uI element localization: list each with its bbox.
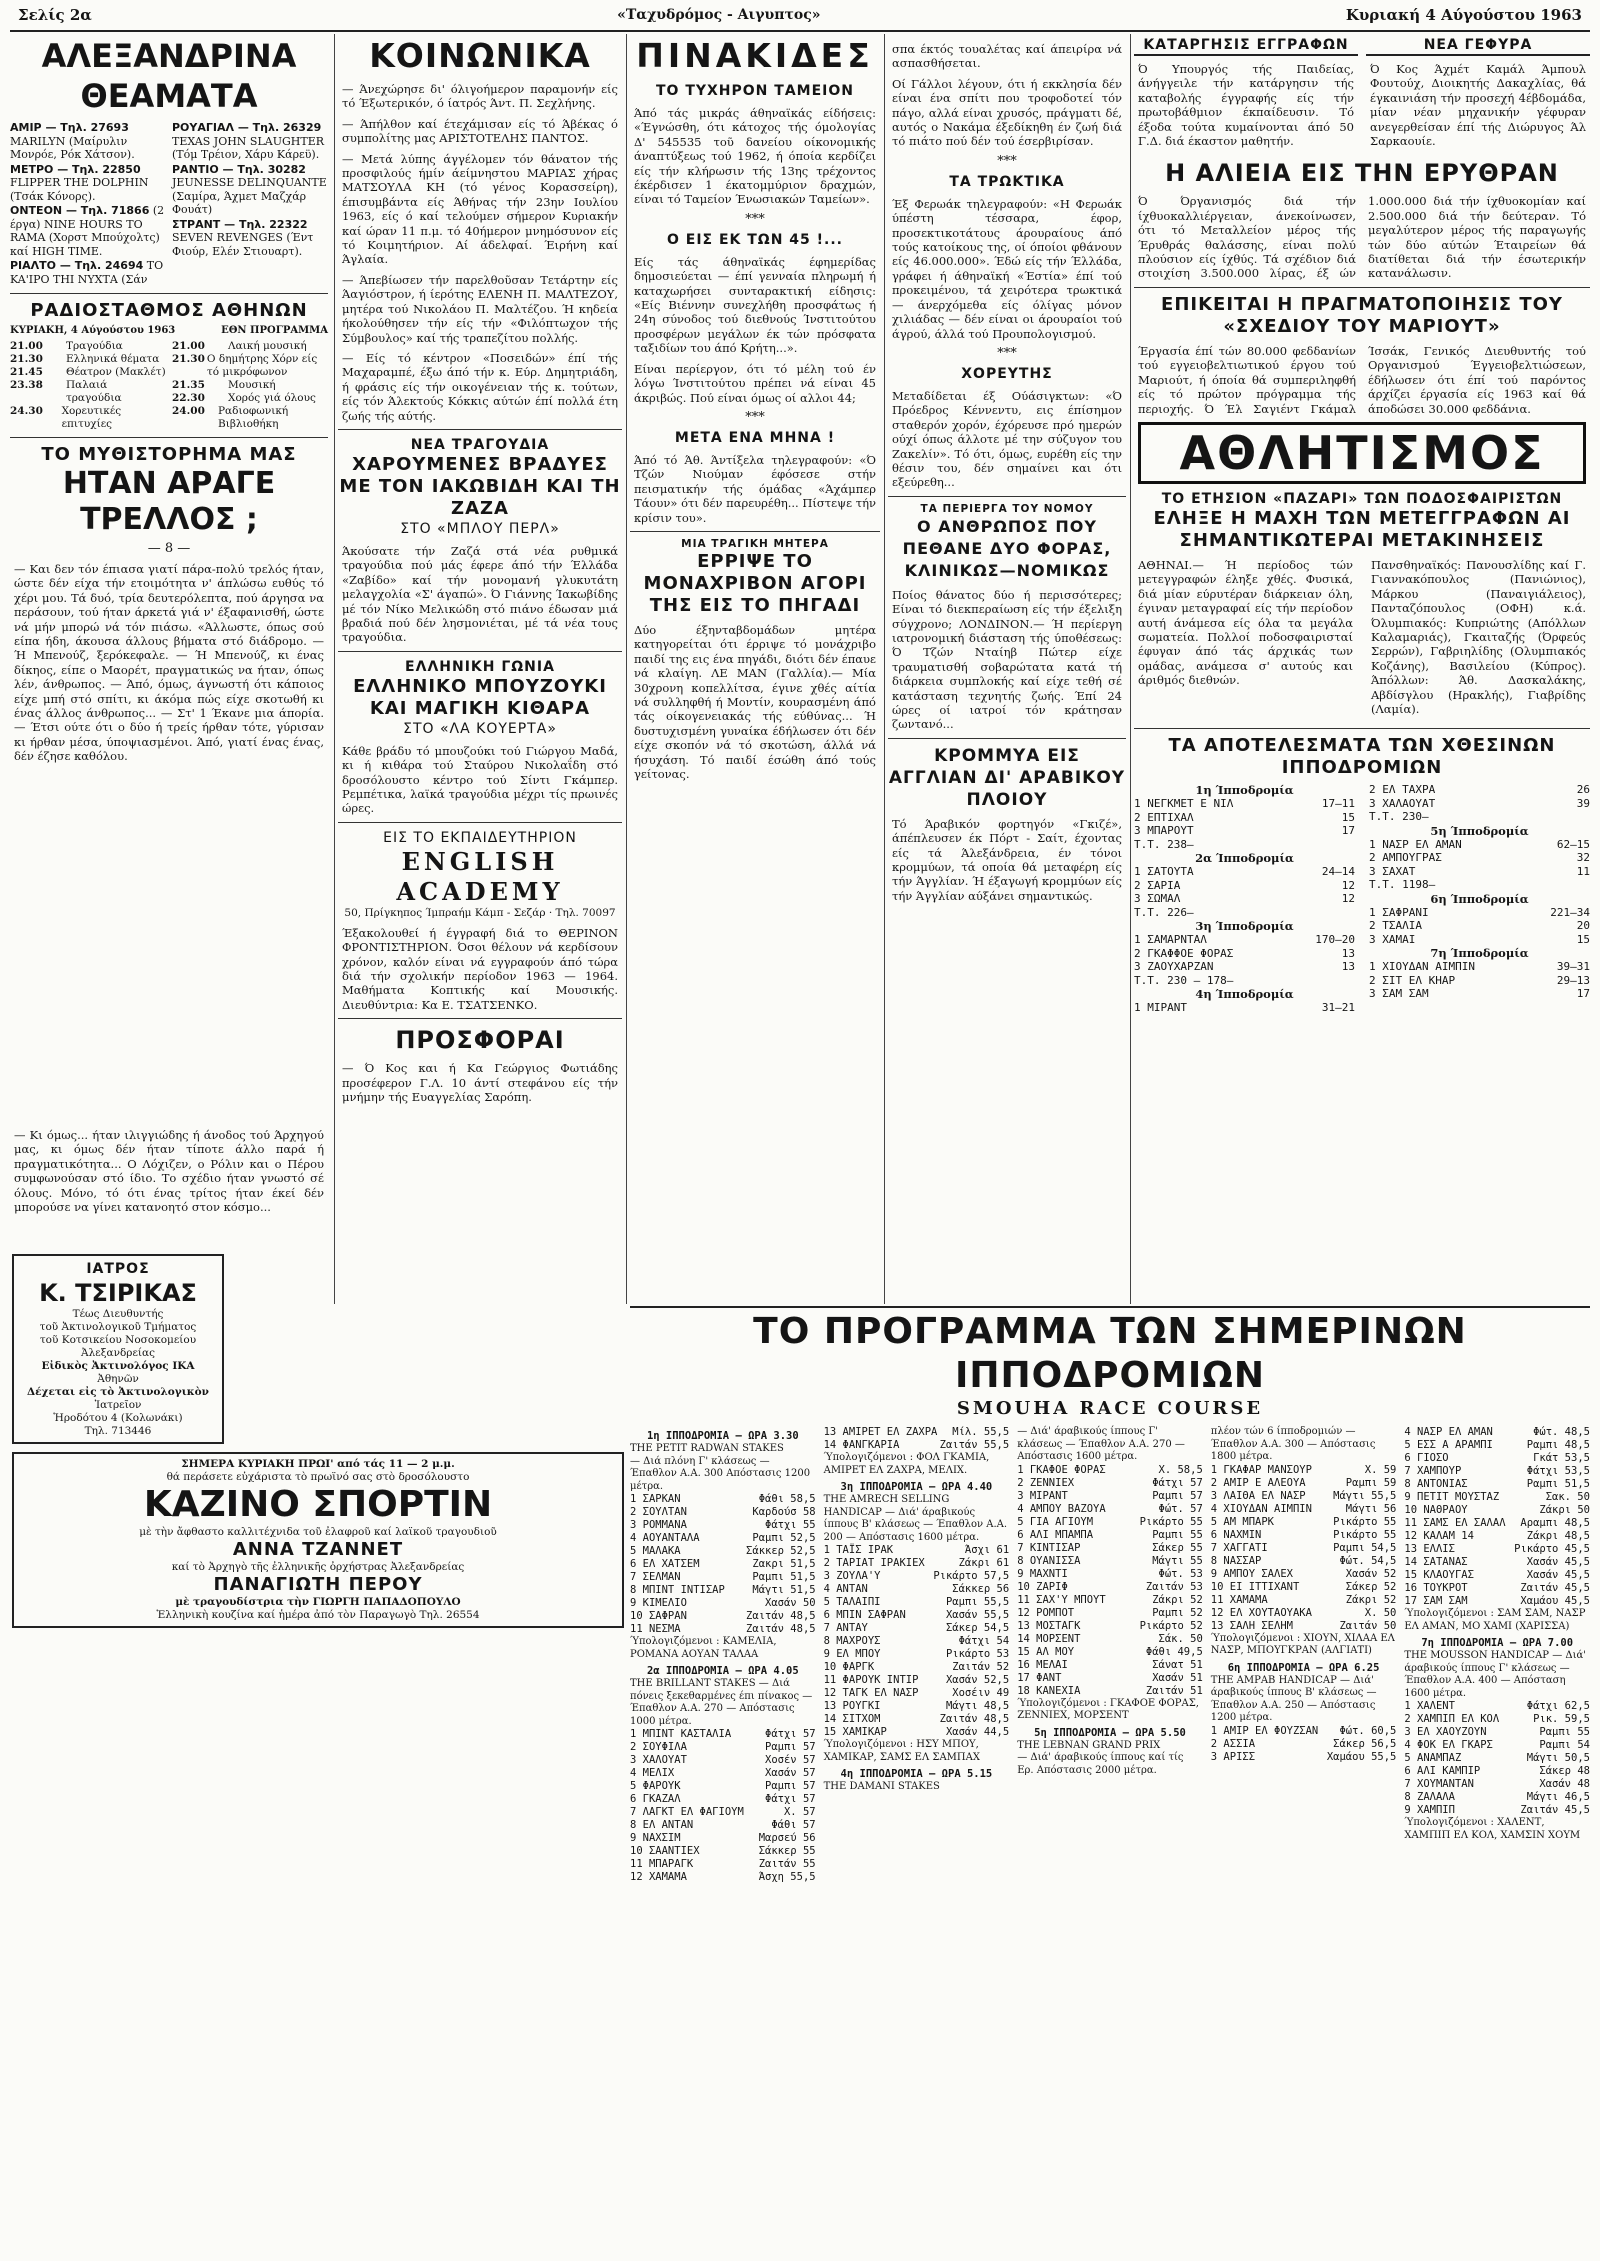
race-entry: 8 ΜΠΙΝΤ ΙΝΤΙΣΑΡ Μάγτι 51,5 <box>630 1584 816 1596</box>
race-entry: 11 ΣΑΜΣ ΕΛ ΣΑΛΑΛ Αραμπι 48,5 <box>1404 1517 1590 1529</box>
race-heading: 6η ΙΠΠΟΔΡΟΜΙΑ — ΩΡΑ 6.25 <box>1227 1661 1380 1674</box>
race-entry: Τ.Τ. 238— <box>1134 837 1194 851</box>
social-text: — Άπεβίωσεν τήν παρελθοῦσαν Τετάρτην είς Άαγιόστρον, ή ίερότης ΕΛΕΝΗ Π. ΜΑΛΤΕΖΟΥ, μητέρα τού Νικολάου Π. Μαλτέζου. Ή κηδεία ήκολούθησεν τήν είς τήν «Φιλόπτωχον τής Σύμβουλος» καί τής τραπεζίτου πολλής. <box>342 272 618 345</box>
race-entry: 8 ΕΛ ΑΝΤΑΝ Φάθι 57 <box>630 1819 816 1831</box>
race-entry: 2 ΣΟΥΦΙΛΑ Ραμπι 57 <box>630 1741 816 1753</box>
race-entry: 3 ΧΑΜΑΙ 15 <box>1369 932 1590 946</box>
race-entry: 11 ΧΑΜΑΜΑ Ζάκρι 52 <box>1210 1593 1397 1606</box>
doctor-line: Ἀλεξανδρείας <box>81 1347 155 1359</box>
race-entry: 6 ΑΛΙ ΚΑΜΠΙΡ Σάκερ 48 <box>1404 1765 1590 1777</box>
kazino-line: μὲ τραγουδίστρια τὴν ΓΙΩΡΓΗ ΠΑΠΑΔΟΠΟΥΛΟ <box>175 1596 461 1608</box>
race-entry: 3 ΣΩΜΑΛ 12 <box>1134 892 1355 906</box>
race-entry: 18 ΚΑΝΕΧΙΑ Ζαιτάν 51 <box>1017 1684 1203 1697</box>
race-entry: 4 ΑΝΤΑΝ Σάκκερ 56 <box>823 1583 1010 1595</box>
race-entry: 5 ΑΝΑΜΠΑΖ Μάγτι 50,5 <box>1404 1752 1590 1764</box>
race-entry: 11 ΜΠΑΡΑΓΚ Ζαιτάν 55 <box>630 1858 816 1870</box>
cinema-item: ΣΤΡΑΝΤ — Τηλ. 22322 SEVEN REVENGES (Έντ Φιούρ, Ελέν Στιουαρτ). <box>172 217 314 258</box>
social-text: — Μετά λύπης άγγέλομεν τόν θάνατον τής προσφιλούς ήμίν άείμνηστου ΜΑΡΙΑΣ χήρας ΜΑΤΣΟΥΛΑ ΚΗ (τό γένος Κορασσείρη), έπισυμβάντα είς Άθήνας τήν 23ην Ιουλίου 1963, είς ό καί τελούμεν σήμερον Κυριακήν καί ώραν 11 π.μ. τό 40ήμερον μνημόσυνον είς τό Κοιμητήριον. Αί άδελφαί. Έιρήνη καί Άγλαία. <box>342 151 618 267</box>
race-entry: 1 ΜΠΙΝΤ ΚΑΣΤΑΛΙΑ Φάτχι 57 <box>630 1728 816 1740</box>
race-entry: 1 ΣΑΜΑΡΝΤΑΛ 170—20 <box>1134 933 1355 947</box>
race-entry: 3 ΧΑΛΑΟΥΑΤ 39 <box>1369 796 1590 810</box>
sports-title: ΕΛΗΞΕ Η ΜΑΧΗ ΤΩΝ ΜΕΤΕΓΓΡΑΦΩΝ ΑΙ ΣΗΜΑΝΤΙΚΩΤΕΡΑΙ ΜΕΤΑΚΙΝΗΣΕΙΣ <box>1153 507 1571 551</box>
greek-title: ΕΛΛΗΝΙΚΟ ΜΠΟΥΖΟΥΚΙ ΚΑΙ ΜΑΓΙΚΗ ΚΙΘΑΡΑ <box>353 675 607 719</box>
col-divider <box>1130 34 1131 1304</box>
race-note: Ύπολογιζόμενοι : ΧΙΟΥΝ, ΧΙΛΑΑ ΕΛ ΝΑΣΡ, ΜΠΟΥΓΚΡΑΝ (ΑΛΓΙΑΤΙ) <box>1210 1632 1395 1656</box>
song-sub: ΣΤΟ «ΜΠΛΟΥ ΠΕΡΛ» <box>400 520 560 537</box>
column-notes <box>630 36 880 1304</box>
race-entry: 10 ΣΑΑΝΤΙΕΧ Σάκκερ 55 <box>630 1845 816 1857</box>
race-note: — Διά πλόνη Γ' κλάσεως — Έπαθλον Α.Α. 300 Απόστασις 1200 μέτρα. <box>630 1455 811 1492</box>
novel-text: — Και δεν τόν έπιασα γιατί πάρα-πολύ τρελός ήταν, ώστε δέν είχα τήν ετοιμότητα ν' άπλώσω ευθύς τό χέρι μου. Τά δυό, τρία δευτερόλεπτα, πού άργησα να περάσουν, τού ήταν άρκετά γιά ν' έξαφανισθή, ώστε νά μήν μπορώ νά τόν πιάσω. «Άλλωστε, όπως σού είπα ήδη, άκουσα άλλους βήματα στό διάδρομο. — Ή Μπενούζ, ξερόκεφαλε. — Ή Μπενούζ, κι ένας δίκηος, είπε ο Μαορέτ, πραγματικώς να ήταν, όπως λέν, άνθρωπος. — Άπό, όμως, άγνωστή ότι κάποιος είχε μπή στό σπίτι, κι άκόμα πώς είχε σκοτωθή κι ένας άλλος άνθρωπος... — Στ' 1 Έκανε μια άπορία. — Έτσι ούτε ότι ο δύο ή τρείς ήρθαν τότε, γύρισαν κι ήρθαν μέσα, ύποψιασμένοι. Άπό, γιατί ένας ένας, δέν έζησε καθόλου. <box>14 562 324 764</box>
race-entry: 3 ΜΠΑΡΟΥΤ 17 <box>1134 824 1355 838</box>
greek-sub: ΣΤΟ «ΛΑ ΚΟΥΕΡΤΑ» <box>403 720 557 737</box>
english-name: ENGLISH ACADEMY <box>396 846 564 906</box>
race-heading: 2α ΙΠΠΟΔΡΟΜΙΑ — ΩΡΑ 4.05 <box>646 1665 799 1677</box>
race-entry: 14 ΣΙΤΧΟΜ Ζαιτάν 48,5 <box>823 1713 1010 1725</box>
col-divider <box>626 34 627 1304</box>
kazino-line: ΣΗΜΕΡΑ ΚΥΡΙΑΚΗ ΠΡΩΙ' από τάς 11 — 2 μ.μ. <box>181 1458 455 1470</box>
race-entry: 17 ΦΑΝΤ Χασάν 51 <box>1017 1671 1203 1684</box>
race-entry: 14 ΜΟΡΣΕΝΤ Σάκ. 50 <box>1017 1632 1203 1645</box>
race-entry: 15 ΧΑΜΙΚΑΡ Χασάν 44,5 <box>823 1726 1010 1738</box>
greek-text: Κάθε βράδυ τό μπουζούκι τού Γιώργου Μαδά, κι ή κιθάρα τού Σταύρου Νικολαΐδη στό δροσόλουστο κέντρο τού Σίντι Γκάμπερ. Ρεμπέτικα, λαϊκά τραγούδια μέχρι τίς πρωινές ώρες. <box>342 743 618 816</box>
column-social <box>338 36 622 1304</box>
race-note: πλέον τών 6 ίπποδρομιών — Έπαθλον Α.Α. 300 — Απόστασις 1800 μέτρα. <box>1210 1426 1376 1462</box>
mariout-text: Έργασία έπί τών 80.000 φεδδανίων τού εγγειοβελτιωτικού έργου τού Μαριούτ, ή όποία θά συμπεριληφθή είς τό πρώτον πρόγραμμα τής περιοχής. Ό Έλ Σαγιέντ Γκάμαλ Ίσσάκ, Γενικός Διευθυντής τού Οργανισμού Έγγειοβελτιώσεων, έδήλωσεν ότι έπί τού παρόντος άρχίζει έργασία είς 1963 καί θά άποδώσει 30.000 φεδδάνια. <box>1138 343 1586 416</box>
race-entry: 7 ΑΝΤΑΥ Σάκερ 54,5 <box>823 1622 1010 1634</box>
sports-body <box>1134 552 1590 722</box>
race-program <box>630 1310 1590 2250</box>
race-entry: 10 ΖΑΡΙΦ Ζαιτάν 53 <box>1017 1580 1203 1593</box>
race-entry: Τ.Τ. 226— <box>1134 905 1194 919</box>
race-heading: 5η Ίπποδρομία <box>1430 823 1529 838</box>
race-entry: 3 ΛΑΙΘΑ ΕΛ ΝΑΣΡ Μάγτι 55,5 <box>1210 1489 1397 1502</box>
cinema-listings <box>10 120 328 287</box>
race-entry: 3 ΡΟΜΜΑΝΑ Φάτχι 55 <box>630 1519 816 1531</box>
radio-row: 21.00 Τραγούδια <box>10 340 123 352</box>
race-entry: 1 ΣΑΤΟΥΤΑ 24—14 <box>1134 865 1355 879</box>
novel-kicker: ΤΟ ΜΥΘΙΣΤΟΡΗΜΑ ΜΑΣ <box>41 444 297 465</box>
race-entry: 13 ΡΟΥΓΚΙ Μάγτι 48,5 <box>823 1700 1010 1712</box>
cinema-item: ΟΝΤΕΟΝ — Τηλ. 71866 (2 έργα) NINE HOURS TO RAMA (Χορστ Μπούχολτς) καί HIGH TIME. <box>10 204 165 258</box>
race-entry: 11 ΣΑΧ'Υ ΜΠΟΥΤ Ζάκρι 52 <box>1017 1593 1203 1606</box>
race-entry: 1 ΓΚΑΦΑΡ ΜΑΝΣΟΥΡ Χ. 59 <box>1210 1463 1397 1476</box>
race-entry: 6 ΜΠΙΝ ΣΑΦΡΑΝ Χασάν 55,5 <box>823 1609 1010 1621</box>
race-heading: 4η ΙΠΠΟΔΡΟΜΙΑ — ΩΡΑ 5.15 <box>840 1768 993 1780</box>
race-entry: 3 ΣΑΜ ΣΑΜ 17 <box>1369 987 1590 1001</box>
program-col <box>1404 1426 1590 1884</box>
race-entry: 1 ΝΕΓΚΜΕΤ Ε ΝΙΛ 17—11 <box>1134 797 1355 811</box>
song-text: Άκούσατε τήν Ζαζά στά νέα ρυθμικά τραγούδια πού μάς έφερε άπό τήν Έλλάδα «Ζαβίδο» καί τήν μονομανή γλυκυτάτη μελαγχολία «Σ' άγαπώ». Ό Γιάννης Ίακωβίδης μέ τόν Νίκο Μελικώδη στό πιάνο έδωσαν μιά βραδιά πού δέν λησμονιέται, μέ τά νέα τους τραγούδια. <box>342 543 618 645</box>
fishing-title: Η ΑΛΙΕΙΑ ΕΙΣ ΤΗΝ ΕΡΥΘΡΑΝ <box>1165 159 1559 188</box>
program-col <box>824 1426 1010 1884</box>
race-entry: 2 ΕΛ ΤΑΧΡΑ 26 <box>1369 783 1590 797</box>
race-note: Ύπολογιζόμενοι : ΣΑΜ ΣΑΜ, ΝΑΣΡ ΕΛ ΑΜΑΝ, ΜΟ ΧΑΜΙ (ΧΑΡΙΣΣΑ) <box>1404 1608 1586 1632</box>
race-entry: 5 ΓΙΑ ΑΓΙΟΥΜ Ρικάρτο 55 <box>1017 1515 1203 1528</box>
race-entry: 2 ΤΑΡΙΑΤ ΙΡΑΚΙΕΧ Ζάκρι 61 <box>823 1557 1010 1569</box>
paper-name: «Ταχυδρόμος - Αιγυπτος» <box>617 7 821 23</box>
kazino-line: μὲ τὴν ἄφθαστο καλλιτέχνιδα τοῦ ἐλαφροῦ καί λαϊκοῦ τραγουδιοῦ <box>139 1526 497 1538</box>
kazino-line: θά περάσετε εὐχάριστα τὸ πρωϊνό σας στὸ δροσόλουστο <box>166 1471 470 1483</box>
english-text: Έξακολουθεί ή έγγραφή διά το ΘΕΡΙΝΟΝ ΦΡΟΝΤΙΣΤΗΡΙΟΝ. Όσοι θέλουν νά κερδίσουν χρόνον, καλόν είναι νά εγγραφούν άπό τώρα διά τήν σχολικήν περίοδον 1963 — 1964. Μαθήματα Κοπτικής καί Μουσικής. Διευθύντρια: Κα Ε. ΤΣΑΤΣΕΝΚΟ. <box>342 925 618 1012</box>
kazino-line: καί τὸ Ἀρχηγὸ τῆς ἐλληνικῆς ὀρχήστρας Ἀλεξανδρείας <box>171 1561 465 1573</box>
sports-banner: ΑΘΛΗΤΙΣΜΟΣ <box>1138 422 1586 484</box>
race-entry: 1 ΣΑΦΡΑΝΙ 221—34 <box>1369 905 1590 919</box>
race-entry: 12 ΤΑΓΚ ΕΛ ΝΑΣΡ Χοσέιν 49 <box>823 1687 1010 1699</box>
doctor-line: Τηλ. 713446 <box>84 1425 152 1437</box>
race-entry: 9 ΧΑΜΠΙΠ Ζαιτάν 45,5 <box>1404 1804 1590 1816</box>
race-entry: 2 ΓΚΑΦΦΟΕ ΦΟΡΑΣ 13 <box>1134 946 1355 960</box>
notes-heading: ΧΟΡΕΥΤΗΣ <box>961 365 1053 382</box>
column-notes-cont <box>888 36 1126 1304</box>
cinema-item: ΡΑΝΤΙΟ — Τηλ. 30282 JEUNESSE DELINQUANTE (Σαμίρα, Άχμετ Μαζχάρ Φουάτ) <box>172 162 327 216</box>
race-note: THE PETIT RADWAN STAKES <box>630 1443 784 1454</box>
notes-text: Οί Γάλλοι λέγουν, ότι ή εκκλησία δέν είναι ένα σπίτι που τροφοδοτεί τόν πάγο, αλλά είναι χρυσός, πράγματι δέ, αυτός ο Νακάμα έξεδίκηθη έν ζωή διά τό πιάτο πού δέν τού έσερβιρίσαν. <box>892 76 1122 149</box>
cinema-list-right <box>172 120 328 287</box>
race-heading: 7η Ίπποδρομία <box>1430 946 1529 961</box>
doctor-line: Ἡροδότου 4 (Κολωνάκι) <box>53 1412 183 1424</box>
program-rule <box>630 1306 1590 1308</box>
race-heading: 2α Ίπποδρομία <box>1195 851 1294 866</box>
race-entry: 7 ΧΟΥΜΑΝΤΑΝ Χασάν 48 <box>1404 1778 1590 1790</box>
race-entry: 9 ΠΕΤΙΤ ΜΟΥΣΤΑΖ Σακ. 50 <box>1404 1491 1590 1503</box>
race-entry: 4 ΦΟΚ ΕΛ ΓΚΑΡΣ Ραμπι 54 <box>1404 1739 1590 1751</box>
race-note: Ύπολογιζόμενοι : ΦΟΛ ΓΚΑΜΙΑ, ΑΜΙΡΕΤ ΕΛ ΖΑΧΡΑ, ΜΕΛΙΧ. <box>823 1452 990 1476</box>
race-entry: 4 ΝΑΣΡ ΕΛ ΑΜΑΝ Φώτ. 48,5 <box>1404 1426 1590 1438</box>
race-entry: 6 ΝΑΧΜΙΝ Ρικάρτο 55 <box>1210 1528 1397 1541</box>
english-address: 50, Πρίγκηπος Ίμπραήμ Κάμπ - Σεζάρ · Τηλ. 70097 <box>344 906 616 919</box>
race-note: THE ΑΜΡΑΒ HANDICAP — Διά' άραβικούς ίππους Β' κλάσεως — Έπαθλον Α.Α. 250 — Απόστασις 1200 μέτρα. <box>1210 1674 1377 1723</box>
race-entry: 14 ΦΑΝΓΚΑΡΙΑ Ζαιτάν 55,5 <box>823 1439 1010 1451</box>
race-entry: Τ.Τ. 230— <box>1369 810 1429 824</box>
race-entry: 8 ΝΑΣΣΑΡ Φώτ. 54,5 <box>1210 1554 1397 1567</box>
radio-row: 22.30 Χορός γιά όλους <box>172 392 316 404</box>
col-divider <box>884 34 885 1304</box>
doctor-line: τοῦ Κοτσικείου Νοσοκομείου <box>39 1334 197 1346</box>
race-entry: 3 ΖΟΥΛΑ'Υ Ρικάρτο 57,5 <box>823 1570 1010 1582</box>
race-note: THE BRILLANT STAKES — Διά πόνεις ξεκεθαρμένες έπι πίνακος — Έπαθλον Α.Α. 270 — Απόστασις 1000 μέτρα. <box>630 1678 813 1727</box>
doctor-line: τοῦ Ἀκτινολογικοῦ Τμήματος <box>39 1321 197 1333</box>
novel-part: — 8 — <box>147 541 191 556</box>
race-entry: 7 ΧΑΓΓΑΤΙ Ραμπι 54,5 <box>1210 1541 1397 1554</box>
race-entry: 7 ΛΑΓΚΤ ΕΛ ΦΑΓΙΟΥΜ Χ. 57 <box>630 1806 816 1818</box>
novel-text-cont: — Κι όμως... ήταν ιλιγγιώδης ή άνοδος τού Άρχηγού μας, κι όμως δέν ήταν τίποτε άλλο παρά ή πραγματικότητα... Ο Λόχιζεν, ο Ρόλιν και ο Πέρου συμφωνούσαν στό ίδιο. Το σχέδιο ήταν γνωστό σέ όλους. Μόνο, τό ότι ένας τρίτος ήταν έκεί δέν μπορούσε να γίνει κατανοητό στον κόσμο... <box>14 1128 324 1215</box>
notes-title: ΠΙΝΑΚΙΔΕΣ <box>636 36 874 75</box>
news-bridge <box>1366 36 1590 154</box>
notes-heading: ΤΑ ΤΡΩΚΤΙΚΑ <box>949 173 1065 190</box>
race-entry: 1 ΜΙΡΑΝΤ 31—21 <box>1134 1001 1355 1015</box>
race-entry: 3 ΧΑΛΟΥΑΤ Χοσέν 57 <box>630 1754 816 1766</box>
race-entry: 14 ΣΑΤΑΝΑΣ Χασάν 45,5 <box>1404 1556 1590 1568</box>
notes-text: Άπό τάς μικράς άθηναϊκάς είδήσεις: «Έγνώσθη, ότι κάτοχος τής όμολογίας Δ' 545535 τοῦ δανείου οίκονομικής άναπτύξεως τού 1962, ή όποία κερδίζει είς τήν κλήρωσιν τής 13ης τρέχοντος έκέρδισεν 1 έκατομμύριον δραχμών, είναι τό Ταμείον Ένωσιακών Ταμείων». <box>634 106 876 207</box>
doctor-line: Ἀθηνῶν <box>97 1373 139 1385</box>
race-entry: 2 ΣΑΡΙΑ 12 <box>1134 878 1355 892</box>
race-entry: 3 ΑΡΙΣΣ Χαμάου 55,5 <box>1210 1750 1397 1763</box>
race-entry: 8 ΖΑΛΑΛΑ Μάγτι 46,5 <box>1404 1791 1590 1803</box>
law-text: Ποίος θάνατος δύο ή περισσότερες; Είναι τό διεκπεραίωση είς τήν έξελιξη σύγχρονο; ΛΟΝΔΙΝΟΝ.— Ή περίεργη ιατρονομική διάσταση τής ύποθέσεως: Ό Τζών Νταίηβ Πώτερ είχε τραυματισθή σοβαρώτατα κατά τή διάρκεια συμπλοκής καί είχε τεθή σέ κατάσταση τεχνητής ζωής. Έπί 24 ώρες οί ιατροί τόν κράτησαν ζωντανό... <box>892 587 1122 732</box>
onions-title: ΚΡΟΜΜΥΑ ΕΙΣ ΑΓΓΛΙΑΝ ΔΙ' ΑΡΑΒΙΚΟΥ ΠΛΟΙΟΥ <box>888 745 1126 810</box>
race-entry: 12 ΚΑΛΑΜ 14 Ζάκρι 48,5 <box>1404 1530 1590 1542</box>
race-heading: 3η Ίπποδρομία <box>1195 919 1294 934</box>
doctor-name: Κ. ΤΣΙΡΙΚΑΣ <box>39 1279 197 1307</box>
race-entry: 11 ΦΑΡΟΥΚ ΙΝΤΙΡ Χασάν 52,5 <box>823 1674 1010 1686</box>
race-entry: 16 ΜΕΛΑΙ Σάνατ 51 <box>1017 1658 1203 1671</box>
race-note: THE DAMANI STAKES <box>823 1781 940 1792</box>
race-entry: 3 ΜΙΡΑΝΤ Ραμπι 57 <box>1017 1489 1203 1502</box>
race-entry: 7 ΧΑΜΠΟΥΡ Φάτχι 53,5 <box>1404 1465 1590 1477</box>
race-entry: 10 ΦΑΡΓΚ Ζαιτάν 52 <box>823 1661 1010 1673</box>
race-entry: 1 ΣΑΡΚΑΝ Φάθι 58,5 <box>630 1493 816 1505</box>
radio-row: 21.35 Μουσική <box>172 379 276 391</box>
race-entry: 2 ΧΑΜΠΙΠ ΕΛ ΚΟΛ Ρικ. 59,5 <box>1404 1713 1590 1725</box>
social-text: — Είς τό κέντρον «Ποσειδών» έπί τής Μαχαραμπέ, έξω άπό τήν κ. Εύρ. Δημητριάδη, ή φράσις είς τήν οικογένειαν τής κ. τούτων, είς τόν Άλεκτούς Κόκκις αύτών έπί πολλά έτη ζωής τής αύτής. <box>342 350 618 423</box>
race-entry: 9 ΕΛ ΜΠΟΥ Ρικάρτο 53 <box>823 1648 1010 1660</box>
race-entry: 16 ΤΟΥΚΡΟΤ Ζαιτάν 45,5 <box>1404 1582 1590 1594</box>
radio-subheader: ΚΥΡΙΑΚΗ, 4 Αύγούστου 1963 ΕΘΝ ΠΡΟΓΡΑΜΜΑ <box>10 325 328 336</box>
race-entry: 4 ΑΜΠΟΥ ΒΑΖΟΥΑ Φώτ. 57 <box>1017 1502 1203 1515</box>
race-note: — Διά' άραβικούς ίππους Γ' κλάσεως — Έπαθλον Α.Α. 270 — Απόστασις 1600 μέτρα. <box>1017 1426 1185 1462</box>
notes-heading: ΜΕΤΑ ΕΝΑ ΜΗΝΑ ! <box>674 429 836 446</box>
social-title: ΚΟΙΝΩΝΙΚΑ <box>369 36 591 75</box>
race-entry: 4 ΧΙΟΥΔΑΝ ΑΙΜΠΙΝ Μάγτι 56 <box>1210 1502 1397 1515</box>
cinema-item: ΑΜΙΡ — Τηλ. 27693 MARILYN (Μαίρυλιν Μονρόε, Ρόκ Χάτσον). <box>10 121 135 161</box>
race-entry: 2 ΣΙΤ ΕΛ ΚΗΑΡ 29—13 <box>1369 973 1590 987</box>
race-entry: 4 ΑΟΥΑΝΤΑΛΑ Ραμπι 52,5 <box>630 1532 816 1544</box>
radio-row: 21.45 Θέατρον (Μακλέτ) <box>10 366 166 378</box>
race-entry: 15 ΚΛΑΟΥΓΑΣ Χασάν 45,5 <box>1404 1569 1590 1581</box>
race-entry: 9 ΚΙΜΕΛΙΟ Χασάν 50 <box>630 1597 816 1609</box>
race-heading: 6η Ίπποδρομία <box>1430 891 1529 906</box>
race-entry: 13 ΕΛΛΙΣ Ρικάρτο 45,5 <box>1404 1543 1590 1555</box>
social-text: — Άπήλθον καί έτεχάμισαν είς τό Άβέκας ό συμπολίτης μας ΑΡΙΣΤΟΤΕΛΗΣ ΠΑΝΤΟΣ. <box>342 116 618 146</box>
program-col <box>630 1426 816 1884</box>
race-entry: 2 ΑΜΙΡ Ε ΑΛΕΟΥΑ Ραμπι 59 <box>1210 1476 1397 1489</box>
race-entry: 7 ΚΙΝΤΙΣΑΡ Σάκερ 55 <box>1017 1541 1203 1554</box>
program-title: ΤΟ ΠΡΟΓΡΑΜΜΑ ΤΩΝ ΣΗΜΕΡΙΝΩΝ ΙΠΠΟΔΡΟΜΙΩΝ <box>753 1311 1467 1396</box>
notes-text: Μεταδίδεται έξ Ούάσιγκτων: «Ό Πρόεδρος Κέννεντυ, εις έπίσημον σταθερόν χορόν, έχόρευσε πρό ημερών ούχί όπως άλλοτε μέ την σύζυγον του Ζακελίν». Τό ότι, όμως, ευρέθη είς την θέσιν του, δέν σημαίνει και ότι εξεύρεθη... <box>892 388 1122 490</box>
race-entry: 13 ΣΑΛΗ ΣΕΛΗΜ Ζαιτάν 50 <box>1210 1619 1397 1632</box>
race-entry: 12 ΧΑΜΑΜΑ Άσχη 55,5 <box>630 1871 816 1883</box>
kazino-line: Ἑλληνικὴ κουζίνα καί ἡμέρα ἀπό τὸν Παραγωγὸ Τηλ. 26554 <box>156 1609 480 1621</box>
race-entry: 1 ΑΜΙΡ ΕΛ ΦΟΥΖΣΑΝ Φώτ. 60,5 <box>1210 1724 1397 1737</box>
race-entry: 6 ΓΙΟΣΟ Γκάτ 53,5 <box>1404 1452 1590 1464</box>
race-note: Ύπολογιζόμενοι : ΓΚΑΦΟΕ ΦΟΡΑΣ, ΖΕΝΝΙΕΧ, ΜΟΡΣΕΝΤ <box>1017 1697 1199 1721</box>
race-note: Ύπολογιζόμενοι : ΗΣΥ ΜΠΟΥ, ΧΑΜΙΚΑΡ, ΣΑΜΣ ΕΛ ΣΑΜΠΑΧ <box>823 1739 980 1763</box>
race-entry: 3 ΣΑΧΑΤ 11 <box>1369 864 1590 878</box>
race-entry: 12 ΡΟΜΠΟΤ Ραμπι 52 <box>1017 1606 1203 1619</box>
results-title: ΤΑ ΑΠΟΤΕΛΕΣΜΑΤΑ ΤΩΝ ΧΘΕΣΙΝΩΝ ΙΠΠΟΔΡΟΜΙΩΝ <box>1168 735 1556 779</box>
race-entry: 2 ΕΠΤΙΧΑΛ 15 <box>1134 810 1355 824</box>
race-entry: 7 ΣΕΛΜΑΝ Ραμπι 51,5 <box>630 1571 816 1583</box>
race-note: THE LEBNAN GRAND PRIX <box>1017 1739 1161 1751</box>
col-divider <box>334 34 335 1304</box>
race-entry: 15 ΑΛ ΜΟΥ Φάθι 49,5 <box>1017 1645 1203 1658</box>
radio-row: 24.00 Ραδιοφωνική Βιβλιοθήκη <box>172 405 289 430</box>
radio-row: 24.30 Χορευτικές επιτυχίες <box>10 405 122 430</box>
race-entry: 4 ΜΕΛΙΧ Χασάν 57 <box>630 1767 816 1779</box>
onions-text: Τό Άραβικόν φορτηγόν «Γκιζέ», άπέπλευσεν έκ Πόρτ - Σαίτ, έχοντας είς τά Άλεξάνδρεια, έν τόνοι κρομμύων, τά οποία θά μεταφέρη είς τήν Άγγλίαν. Ή έξαγωγή κρομμύων είς τήν Άγγλίαν αύξάνει σημαντικώς. <box>892 816 1122 903</box>
doctor-line: Δέχεται εἰς τὸ Ἀκτινολογικὸν <box>27 1386 209 1398</box>
bridge-title: ΝΕΑ ΓΕΦΥΡΑ <box>1366 36 1590 56</box>
stars-divider: *** <box>745 409 765 425</box>
race-heading: 3η ΙΠΠΟΔΡΟΜΙΑ — ΩΡΑ 4.40 <box>840 1481 993 1493</box>
issue-date: Κυριακή 4 Αύγούστου 1963 <box>1345 6 1582 24</box>
stars-divider: *** <box>997 153 1017 169</box>
race-entry: 1 ΝΑΣΡ ΕΛ ΑΜΑΝ 62—15 <box>1369 837 1590 851</box>
short-news <box>1134 36 1590 154</box>
race-entry: 5 ΦΑΡΟΥΚ Ραμπι 57 <box>630 1780 816 1792</box>
mother-text: Δύο έξηνταβδομάδων μητέρα κατηγορείται ότι έρριψε τό μονάχριβο παιδί της εις ένα πηγάδι, διότι δέν έπαυε νά κλαίγη. ΛΕ ΜΑΝ (Γαλλία).— Μία 30χρονη κοπελλίτσα, έγινε χθές αίτία νά συλληφθή ή Μοντίν, κουρασμένη άπό τάς οίκογενειακάς τής εύθύνας... Ή δυστυχισμένη γυναίκα έδήλωσεν ότι δέν είχε σκοπόν νά τό σκοτώση, άλλά νά ήσυχάση. Τό παιδί έσώθη άπό τούς γείτονας. <box>634 622 876 781</box>
race-entry: 1 ΧΙΟΥΔΑΝ ΑΙΜΠΙΝ 39—31 <box>1369 960 1590 974</box>
race-note: Ύπολογιζόμενοι : ΚΑΜΕΛΙΑ, ΡΟΜΑΝΑ ΑΟΥΑΝ ΤΑΛΑΑ <box>630 1636 777 1660</box>
race-entry: 2 ΖΕΝΝΙΕΧ Φάτχι 57 <box>1017 1476 1203 1489</box>
race-entry: 9 ΜΑΧΝΤΙ Φώτ. 53 <box>1017 1567 1203 1580</box>
song-title: ΧΑΡΟΥΜΕΝΕΣ ΒΡΑΔΥΕΣ ΜΕ ΤΟΝ ΙΑΚΩΒΙΔΗ ΚΑΙ ΤΗ ΖΑΖΑ <box>339 453 621 519</box>
race-entry: 13 ΜΟΣΤΑΓΚ Ρικάρτο 52 <box>1017 1619 1203 1632</box>
notes-heading: Ο ΕΙΣ ΕΚ ΤΩΝ 45 !... <box>666 231 843 248</box>
column-news <box>1134 36 1590 1304</box>
race-note: — Διά' άραβικούς ίππους καί τίς Ερ. Απόστασις 2000 μέτρα. <box>1017 1752 1184 1776</box>
race-entry: 1 ΧΑΛΕΝΤ Φάτχι 62,5 <box>1404 1700 1590 1712</box>
doctor-ad <box>12 1254 224 1444</box>
prosfores-text: — Ό Κος και ή Κα Γεώργιος Φωτιάδης προσέφερον Γ.Λ. 10 άντί στεφάνου είς τήν μνήμην τής Ευαγγελίας Σαρόπη. <box>342 1061 618 1105</box>
radio-row: 23.38 Παλαιά τραγούδια <box>10 379 122 404</box>
radio-row: 21.30 Ο δημήτρης Χόρν είς τό μικρόφωνον <box>172 353 318 378</box>
kazino-leader: ΠΑΝΑΓΙΩΤΗ ΠΕΡΟΥ <box>213 1574 423 1595</box>
radio-list-right <box>172 340 328 431</box>
race-entry: Τ.Τ. 230 — 178— <box>1134 973 1234 987</box>
kazino-name: ΚΑΖΙΝΟ ΣΠΟΡΤΙΝ <box>143 1484 493 1525</box>
race-entry: 8 ΑΝΤΟΝΙΑΣ Ραμπι 51,5 <box>1404 1478 1590 1490</box>
mariout-title: ΕΠΙΚΕΙΤΑΙ Η ΠΡΑΓΜΑΤΟΠΟΙΗΣΙΣ ΤΟΥ «ΣΧΕΔΙΟΥ ΤΟΥ ΜΑΡΙΟΥΤ» <box>1161 293 1563 337</box>
novel-title: ΗΤΑΝ ΑΡΑΓΕ ΤΡΕΛΛΟΣ ; <box>62 466 276 537</box>
race-entry: 6 ΑΛΙ ΜΠΑΜΠΑ Ραμπι 55 <box>1017 1528 1203 1541</box>
abolition-text: Ό Υπουργός τής Παιδείας, άνήγγειλε τήν κατάργησιν τής καταβολής έγγραφής είς τήν πρωτοβάθμιον έκπαίδευσιν. Τό έξοδα τούτα κυμαίνονται άπό 50 Γ.Δ. διά έκαστον μαθητήν. <box>1138 62 1354 149</box>
race-entry: 10 ΣΑΦΡΑΝ Ζαιτάν 48,5 <box>630 1610 816 1622</box>
program-col <box>1017 1426 1203 1884</box>
race-note: Ύπολογιζόμενοι : ΧΑΛΕΝΤ, ΧΑΜΠΙΠ ΕΛ ΚΟΛ, ΧΑΜΣΙΝ ΧΟΥΜ <box>1404 1817 1581 1841</box>
results-table <box>1134 783 1590 1015</box>
race-entry: 12 ΕΛ ΧΟΥΤΑΟΥΑΚΑ Χ. 50 <box>1210 1606 1397 1619</box>
cinema-list-left <box>10 120 166 287</box>
greek-corner: ΕΛΛΗΝΙΚΗ ΓΩΝΙΑ <box>405 658 555 675</box>
race-heading: 1η Ίπποδρομία <box>1195 783 1294 798</box>
cinema-item: ΡΙΑΛΤΟ — Τηλ. 24694 TO KA'IPO ΤΗΙ ΝΥΧΤΑ (Σάν <box>10 259 164 286</box>
law-kicker: ΤΑ ΠΕΡΙΕΡΓΑ ΤΟΥ ΝΟΜΟΥ <box>920 502 1094 515</box>
race-entry: 2 ΑΜΠΟΥΓΡΑΣ 32 <box>1369 851 1590 865</box>
race-heading: 5η ΙΠΠΟΔΡΟΜΙΑ — ΩΡΑ 5.50 <box>1034 1726 1186 1739</box>
race-entry: 5 ΕΣΣ Α ΑΡΑΜΠΙ Ραμπι 48,5 <box>1404 1439 1590 1451</box>
race-entry: 3 ΕΛ ΧΑΟΥΖΟΥΝ Ραμπι 55 <box>1404 1726 1590 1738</box>
race-note: THE AMRECH SELLING HANDICAP — Διά' άραβικούς ίππους Β' κλάσεως — Έπαθλον Α.Α. 200 — Απόστασις 1600 μέτρα. <box>823 1494 1008 1543</box>
news-abolition <box>1134 36 1358 154</box>
results-right <box>1369 783 1590 1015</box>
sports-kicker: ΤΟ ΕΤΗΣΙΟΝ «ΠΑΖΑΡΙ» ΤΩΝ ΠΟΔΟΣΦΑΙΡΙΣΤΩΝ <box>1161 490 1563 507</box>
race-entry: 6 ΓΚΑΖΑΛ Φάτχι 57 <box>630 1793 816 1805</box>
kazino-ad <box>12 1452 624 1628</box>
race-entry: 1 ΤΑΪΣ ΙΡΑΚ Άσχι 61 <box>823 1544 1010 1556</box>
race-heading: 7η ΙΠΠΟΔΡΟΜΙΑ — ΩΡΑ 7.00 <box>1421 1637 1574 1649</box>
theatres-title: ΑΛΕΞΑΝΔΡΙΝΑ ΘΕΑΜΑΤΑ <box>41 37 297 115</box>
race-entry: 6 ΕΛ ΧΑΤΣΕΜ Ζακρι 51,5 <box>630 1558 816 1570</box>
radio-title: ΡΑΔΙΟΣΤΑΘΜΟΣ ΑΘΗΝΩΝ <box>30 300 308 321</box>
race-entry: 1 ΓΚΑΦΟΕ ΦΟΡΑΣ Χ. 58,5 <box>1017 1463 1203 1476</box>
doctor-line: Ἰατρεῖον <box>94 1399 142 1411</box>
prosfores-title: ΠΡΟΣΦΟΡΑΙ <box>395 1026 565 1055</box>
race-entry: 13 ΑΜΙΡΕΤ ΕΛ ΖΑΧΡΑ Μίλ. 55,5 <box>823 1426 1010 1438</box>
bridge-text: Ό Κος Άχμέτ Καμάλ Άμπουλ Φουτούχ, Διοικητής Δακαχλίας, θά έγκαινιάση τήν προσεχή 4έβδομάδα, μίαν νέαν μηχανικήν γέφυραν ανεγερθείσαν έπί τής Διώρυγος Άλ Σαρκαουίε. <box>1370 62 1586 149</box>
doctor-kicker: ΙΑΤΡΟΣ <box>86 1261 150 1277</box>
race-heading: 1η ΙΠΠΟΔΡΟΜΙΑ — ΩΡΑ 3.30 <box>646 1430 799 1442</box>
sports-text: ΑΘΗΝΑΙ.— Ή περίοδος τών μετεγγραφών έληξε χθές. Φυσικά, διά μίαν εύρυτέραν διάρκειαν όλη, έγιναν μεταγραφαί είς τήν περίοδον αυτή άνάμεσα είς όλα τα μεγάλα σωματεία. Πολλοί ποδοσφαιρισταί έφυγαν άπό τάς άρχικάς των ομάδας, ανάμεσα σ' αυτούς και άριθμός διεθνών. <box>1138 557 1353 688</box>
page-header <box>0 0 1600 30</box>
doctor-line: Τέως Διευθυντής <box>72 1308 164 1320</box>
notes-text: σπα έκτός τουαλέτας καί άπειρίρα νά ασπασθήσεται. <box>892 42 1122 71</box>
radio-row: 21.30 Ελληνικά θέματα <box>10 353 160 365</box>
race-entry: 10 ΝΑΘΡΑΟΥ Ζάκρι 50 <box>1404 1504 1590 1516</box>
program-columns <box>630 1426 1590 1884</box>
header-rule <box>10 30 1590 32</box>
page-number: Σελίς 2α <box>18 6 92 24</box>
race-entry: 17 ΣΑΜ ΣΑΜ Χαμάου 45,5 <box>1404 1595 1590 1607</box>
race-entry: 3 ΖΑΟΥΧΑΡΖΑΝ 13 <box>1134 960 1355 974</box>
cinema-item: ΜΕΤΡΟ — Τηλ. 22850 FLIPPER THE DOLPHIN (Τσάκ Κόνορς). <box>10 162 149 203</box>
race-entry: 2 ΑΣΣΙΑ Σάκερ 56,5 <box>1210 1737 1397 1750</box>
cinema-item: ΡΟΥΑΓΙΑΛ — Τηλ. 26329 TEXAS JOHN SLAUGHTER (Τόμ Τρέιον, Χάρυ Κάρεϋ). <box>172 121 325 161</box>
social-text: — Άνεχώρησε δι' όλιγοήμερον παραμονήν είς τό Έξωτερικόν, ό ίατρός Άντ. Π. Σεχλήνης. <box>342 82 618 111</box>
notes-text: Είς τάς άθηναϊκάς έφημερίδας δημοσιεύεται — έπί γενναία πληρωμή ή καταχωρήσει συνταρακτική είδησις: «Είς Βιέννην συνεχλήθη προσφάτως ή 24η σύνοδος τού διεθνούς Ίνστιτούτου προσφέρων μεγάλων έκ τών πρόσφατα ταξιδίων του άπό Κρήτη...». <box>634 254 876 356</box>
stars-divider: *** <box>997 345 1017 361</box>
race-note: THE MOUSSON HANDICAP — Διά' άραβικούς ίππους Γ' κλάσεως — Έπαθλον Α.Α. 400 — Απόσταση 1600 μέτρα. <box>1404 1650 1587 1699</box>
race-entry: 5 ΜΑΛΑΚΑ Σάκκερ 52,5 <box>630 1545 816 1557</box>
race-entry: 2 ΣΟΥΛΤΑΝ Καρδούσ 58 <box>630 1506 816 1518</box>
race-entry: 8 ΜΑΧΡΟΥΣ Φάτχι 54 <box>823 1635 1010 1647</box>
fishing-text: Ό Όργανισμός διά τήν ίχθυοκαλλιέργειαν, άνεκοίνωσεν, ότι τό Μεταλλείον μέρος τής Έρυθράς θαλάσσης, είναι πολύ πλούσιον είς ίχθύς. Τά σχέδιον διά στοιχίση 3.500.000 λίρας, έξ ών 1.000.000 διά τήν ίχθυοκομίαν καί 2.500.000 διά τήν δεύτεραν. Τό μεγαλύτερον μέρος τής παραγωγής τών δύο αύτών Έταιρείων θά διατίθεται διά τήν έσωτερικήν κατανάλωσιν. <box>1138 194 1586 281</box>
race-entry: Τ.Τ. 1198— <box>1369 878 1436 892</box>
notes-text: Έξ Φερωάκ τηλεγραφούν: «Η Φερωάκ ύπέστη τέσσαρα, έφορ, προσεκτικοτάτους άρουραίους άπό τούς κατοίκους της, οί όποίοι φθάνουν είς 46.000.000». Έδώ είς τήν Έλλάδα, γράφει ή άθηναϊκή «Έστία» έπί τού προκειμένου, τά χειρότερα τρωκτικά — άνερχόμεθα είς όλίγας μόνον χιλιάδας — δέν είναι οι άρουραίοι τού άγρού, άλλά τού Προυπολογισμού. <box>892 196 1122 341</box>
race-heading: 4η Ίπποδρομία <box>1195 987 1294 1002</box>
race-entry: 8 ΟΥΑΝΙΣΣΑ Μάγτι 55 <box>1017 1554 1203 1567</box>
mother-kicker: ΜΙΑ ΤΡΑΓΙΚΗ ΜΗΤΕΡΑ <box>681 537 829 550</box>
notes-text: Άπό τό Άθ. Άντίξελα τηλεγραφούν: «Ό Τζών Νιούμαν έφόσεσε στήν πεισματικήν τής όμάδας «Άχάμπερ Τάουν» ότι δέν παρευρέθη... Πίστεψε τήν κρίσιν του». <box>634 452 876 525</box>
mother-title: ΕΡΡΙΨΕ ΤΟ ΜΟΝΑΧΡΙΒΟΝ ΑΓΟΡΙ ΤΗΣ ΕΙΣ ΤΟ ΠΗΓΑΔΙ <box>643 550 867 616</box>
race-entry: 11 ΝΕΣΜΑ Ζαιτάν 48,5 <box>630 1623 816 1635</box>
program-subtitle: SMOUHA RACE COURSE <box>956 1398 1264 1419</box>
race-entry: 5 ΤΑΛΑΙΠΙ Ραμπι 55,5 <box>823 1596 1010 1608</box>
english-kicker: ΕΙΣ ΤΟ ΕΚΠΑΙΔΕΥΤΗΡΙΟΝ <box>383 829 577 846</box>
race-entry: 5 ΑΜ ΜΠΑΡΚ Ρικάρτο 55 <box>1210 1515 1397 1528</box>
song-kicker: ΝΕΑ ΤΡΑΓΟΥΔΙΑ <box>410 436 550 453</box>
radio-row: 21.00 Λαική μουσική <box>172 340 307 352</box>
race-entry: 9 ΑΜΠΟΥ ΣΑΛΕΧ Χασάν 52 <box>1210 1567 1397 1580</box>
race-entry: 10 ΕΙ ΙΤΤΙΧΑΝΤ Σάκερ 52 <box>1210 1580 1397 1593</box>
stars-divider: *** <box>745 211 765 227</box>
law-title: Ο ΑΝΘΡΩΠΟΣ ΠΟΥ ΠΕΘΑΝΕ ΔΥΟ ΦΟΡΑΣ, ΚΛΙΝΙΚΩΣ—ΝΟΜΙΚΩΣ <box>902 516 1112 580</box>
results-left <box>1134 783 1355 1015</box>
sports-text: Πανσθηναϊκός: Πανουσλίδης καί Γ. Γιαννακόπουλος (Πανιώνιος), Μάρκου (Παναιγιάλειος), Πανταζόπουλος (ΟΦΗ) κ.ά. Όλυμπιακός: Κυπριώτης (Απόλλων Καλαμαριάς), Γκαιταζής (Όρφεύς Σερρών), Γαβριηλίδης (Ολυμπιακός Κοζάνης), Βασιλείου (Κύπρος). Άπόλλων: Άθ. Δασκαλάκης, Αβδίσγλου (Ηρακλής), Γιαβρίδης (Λαμία). <box>1371 557 1586 716</box>
abolition-title: ΚΑΤΑΡΓΗΣΙΣ ΕΓΓΡΑΦΩΝ <box>1134 36 1358 56</box>
program-col <box>1211 1426 1397 1884</box>
doctor-line: Εἰδικὸς Ἀκτινολόγος ΙΚΑ <box>41 1360 195 1372</box>
race-entry: 9 ΝΑΧΣΙΜ Μαρσεύ 56 <box>630 1832 816 1844</box>
notes-text: Είναι περίεργον, ότι τό μέλη τού έν λόγω Ίνστιτούτου πρέπει νά είναι 45 άκριβώς. Πού είναι όμως οί αλλοι 44; <box>634 361 876 405</box>
kazino-singer: ΑΝΝΑ ΤΖΑΝΝΕΤ <box>232 1539 404 1560</box>
radio-schedule <box>10 340 328 431</box>
radio-list-left <box>10 340 166 431</box>
notes-heading: ΤΟ ΤΥΧΗΡΟΝ ΤΑΜΕΙΟΝ <box>656 83 854 99</box>
race-entry: 2 ΤΣΑΛΙΑ 20 <box>1369 919 1590 933</box>
